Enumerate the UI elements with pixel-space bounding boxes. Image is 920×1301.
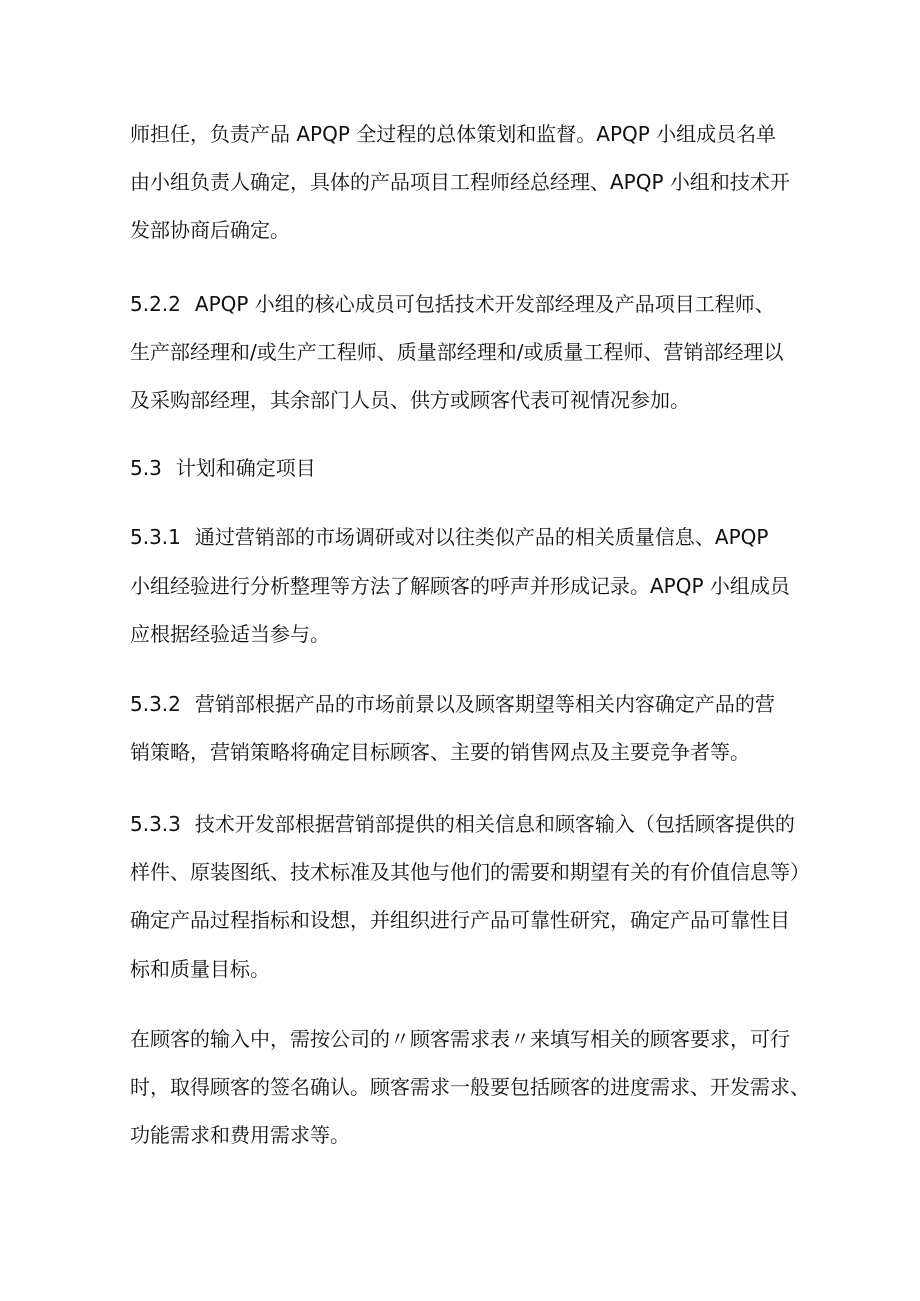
section-5-2-2-line-2: 生产部经理和/或生产工程师、质量部经理和/或质量工程师、营销部经理以 xyxy=(130,340,784,364)
section-5-3-1-line-2: 小组经验进行分析整理等方法了解顾客的呼声并形成记录。APQP 小组成员 xyxy=(130,574,790,598)
section-5-3-3-line-3: 确定产品过程指标和设想，并组织进行产品可靠性研究，确定产品可靠性目 xyxy=(130,908,790,932)
section-5-3-1-line-3: 应根据经验适当参与。 xyxy=(130,622,330,646)
section-5-2-2-line-1 xyxy=(130,290,810,318)
section-5-3-3-number: 5.3.3 xyxy=(130,812,181,836)
section-5-2-2-text-1: APQP 小组的核心成员可包括技术开发部经理及产品项目工程师、 xyxy=(194,292,775,316)
section-5-3-2-text-1: 营销部根据产品的市场前景以及顾客期望等相关内容确定产品的营 xyxy=(194,692,775,716)
paragraph-last-line-1: 在顾客的输入中，需按公司的〃顾客需求表〃来填写相关的顾客要求，可行 xyxy=(130,1027,790,1051)
section-5-3-3-line-1 xyxy=(130,810,810,838)
section-5-3-1-text-1: 通过营销部的市场调研或对以往类似产品的相关质量信息、APQP xyxy=(194,525,769,549)
section-5-3-2-number: 5.3.2 xyxy=(130,692,181,716)
paragraph-1-line-1: 师担任，负责产品 APQP 全过程的总体策划和监督。APQP 小组成员名单 xyxy=(130,122,777,146)
section-5-2-2-number: 5.2.2 xyxy=(130,292,181,316)
section-5-3-1-line-1 xyxy=(130,523,810,551)
paragraph-1-line-2: 由小组负责人确定，具体的产品项目工程师经总经理、APQP 小组和技术开 xyxy=(130,170,790,194)
section-5-2-2-line-3: 及采购部经理，其余部门人员、供方或顾客代表可视情况参加。 xyxy=(130,388,690,412)
section-5-3-heading xyxy=(130,454,810,482)
section-5-3-2-line-1 xyxy=(130,690,810,718)
paragraph-1-line-3: 发部协商后确定。 xyxy=(130,218,290,242)
paragraph-last-line-3: 功能需求和费用需求等。 xyxy=(130,1123,350,1147)
section-5-3-3-text-1: 技术开发部根据营销部提供的相关信息和顾客输入（包括顾客提供的 xyxy=(194,812,795,836)
section-5-3-2-line-2: 销策略，营销策略将确定目标顾客、主要的销售网点及主要竞争者等。 xyxy=(130,740,750,764)
section-5-3-3-line-4: 标和质量目标。 xyxy=(130,957,270,981)
section-5-3-title: 计划和确定项目 xyxy=(175,456,316,480)
paragraph-last-line-2: 时，取得顾客的签名确认。顾客需求一般要包括顾客的进度需求、开发需求、 xyxy=(130,1075,810,1099)
section-5-3-number: 5.3 xyxy=(130,456,162,480)
section-5-3-3-line-2: 样件、原装图纸、技术标准及其他与他们的需要和期望有关的有价值信息等） xyxy=(130,860,810,884)
section-5-3-1-number: 5.3.1 xyxy=(130,525,181,549)
